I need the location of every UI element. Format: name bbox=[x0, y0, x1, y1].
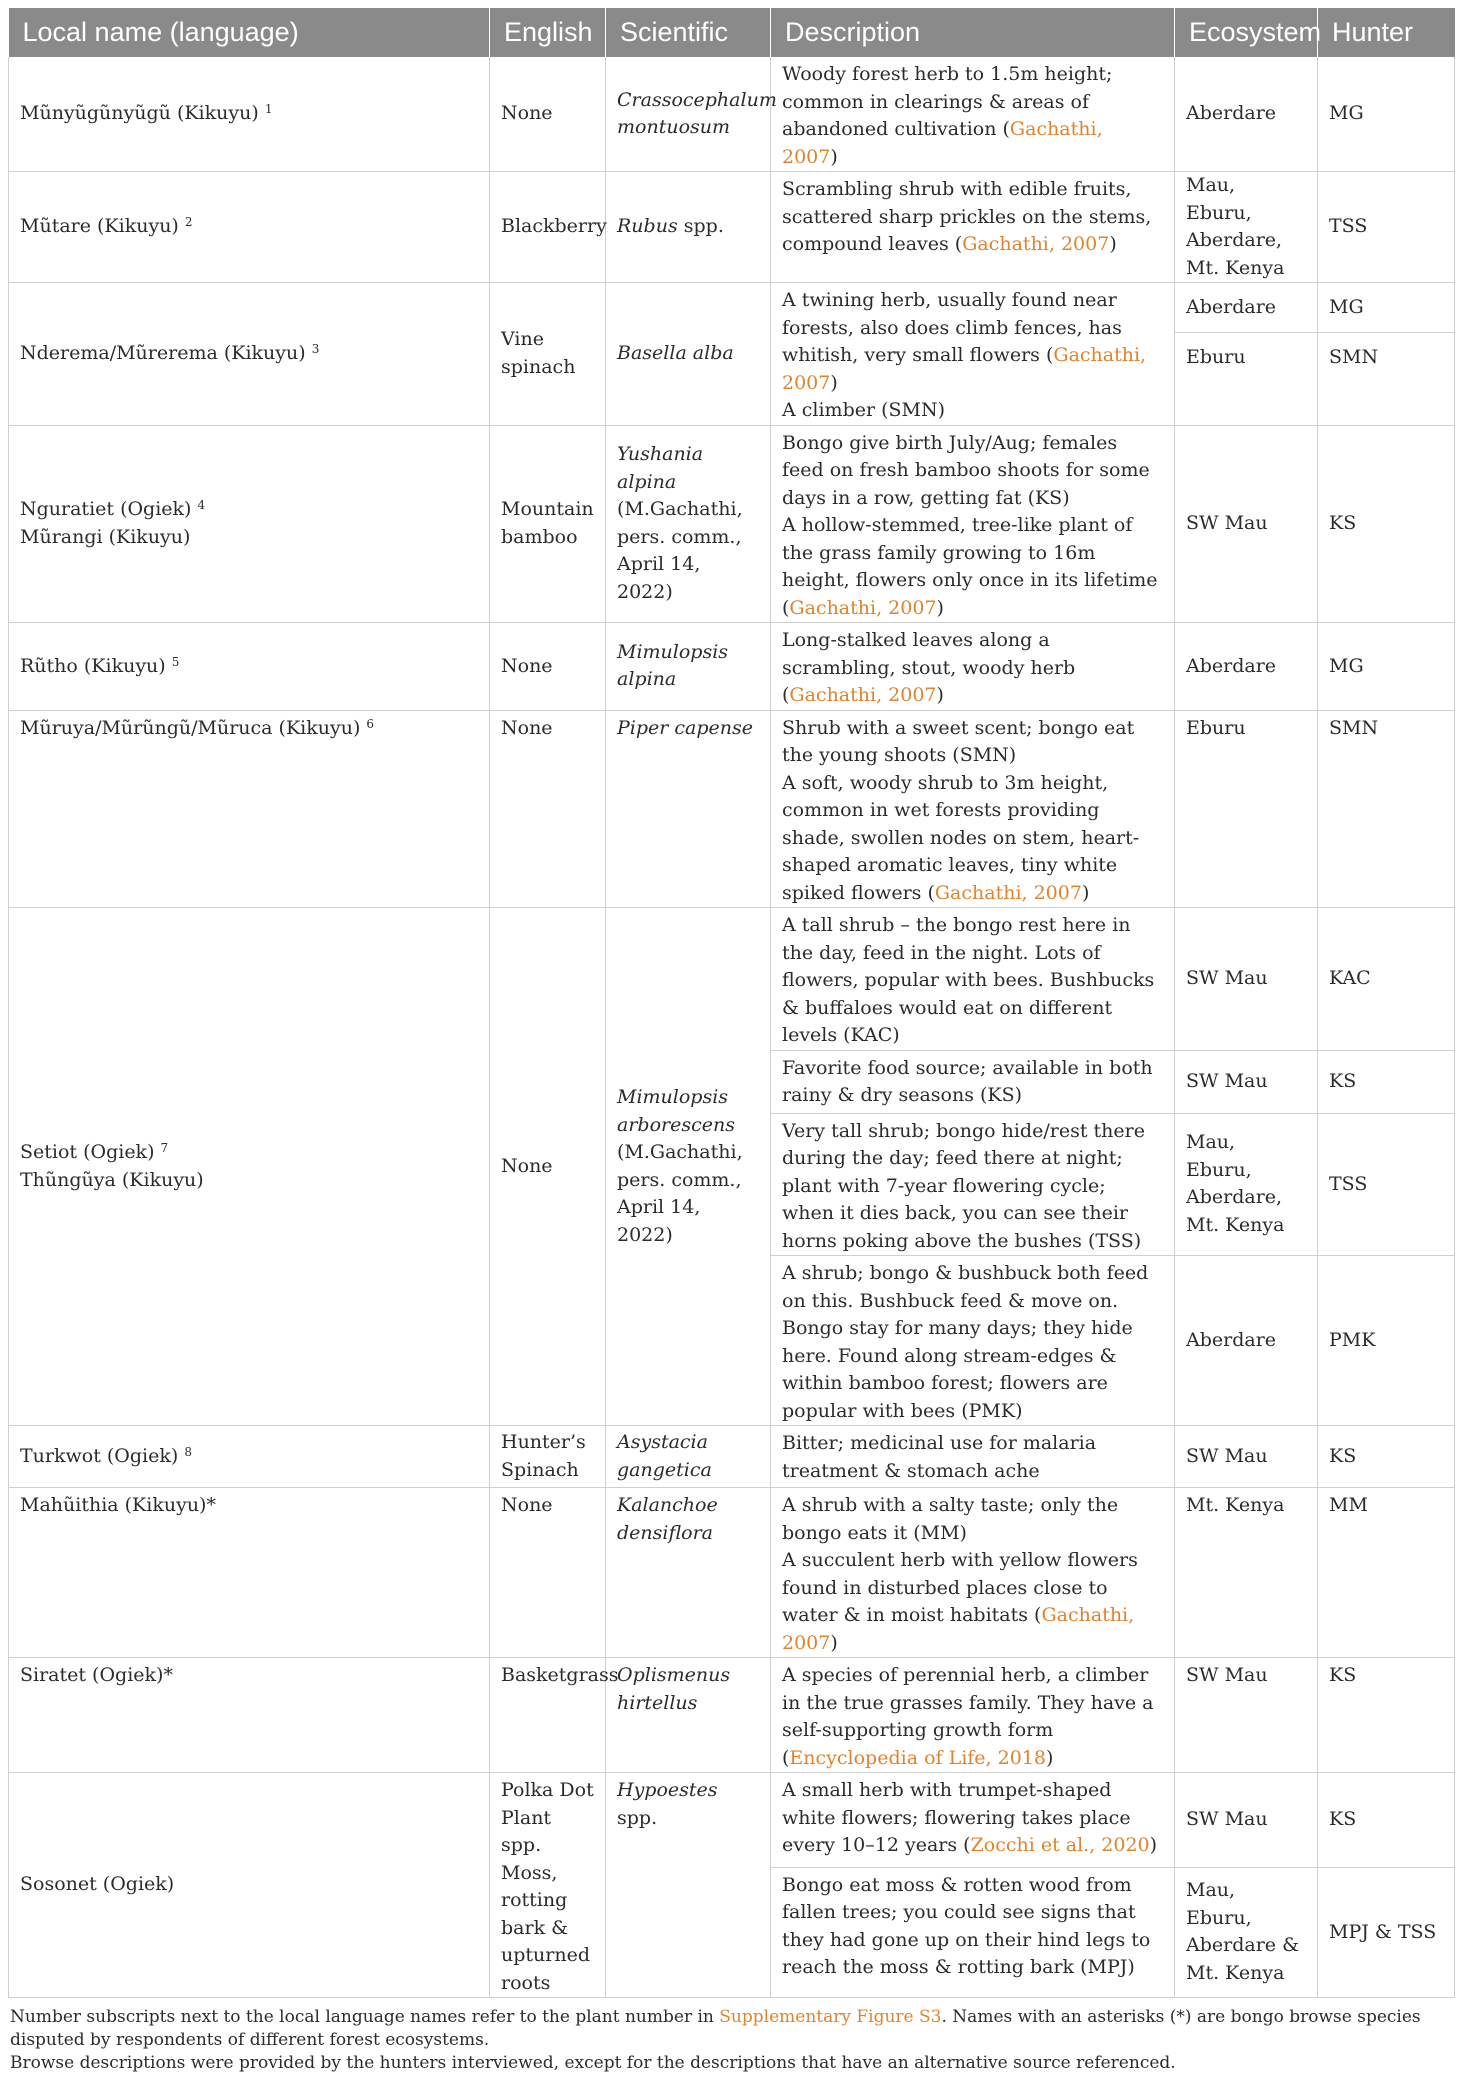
citation-link[interactable]: Supplementary Figure S3 bbox=[719, 2007, 942, 2027]
english-name-cell: Vine spinach bbox=[490, 283, 606, 426]
description-text: A shrub with a salty taste; only the bongo eats it (MM) bbox=[782, 1494, 1119, 1544]
hunter-value: MG bbox=[1318, 283, 1454, 333]
english-name-cell: Basketgrass bbox=[490, 1658, 606, 1773]
plant-number: 7 bbox=[160, 1141, 169, 1155]
scientific-name-cell: Hypoestes spp. bbox=[606, 1773, 771, 1998]
citation-link[interactable]: Gachathi, 2007 bbox=[782, 1604, 1135, 1654]
description-cell bbox=[771, 710, 1175, 908]
local-name-cell bbox=[9, 1658, 490, 1773]
description-cell bbox=[771, 908, 1175, 1051]
description-cell bbox=[771, 425, 1175, 623]
description-text: Favorite food source; available in both rainy & dry seasons (KS) bbox=[782, 1056, 1153, 1106]
ecosystem-cell bbox=[1175, 283, 1318, 426]
description-cell bbox=[771, 623, 1175, 711]
local-name-cell bbox=[9, 1488, 490, 1658]
scientific-note: (M.Gachathi, pers. comm., April 14, 2022) bbox=[617, 498, 743, 603]
description-cell bbox=[771, 1113, 1175, 1256]
plant-number: 2 bbox=[184, 215, 193, 230]
browse-species-table bbox=[8, 8, 1455, 1998]
english-name-cell: None bbox=[490, 1488, 606, 1658]
local-name-cell bbox=[9, 1773, 490, 1998]
column-header: English bbox=[490, 8, 606, 57]
description-cell bbox=[771, 283, 1175, 426]
description-text: A tall shrub – the bongo rest here in the day, feed in the night. Lots of flowers, popular with bees. Bushbucks & buffaloes would eat on different levels (KAC) bbox=[782, 914, 1155, 1046]
plant-number: 1 bbox=[264, 102, 273, 117]
description-text-alt: A hollow-stemmed, tree-like plant of the grass family growing to 16m height, flowers only once in its lifetime (Gachathi, 2007) bbox=[782, 514, 1158, 619]
description-cell bbox=[771, 57, 1175, 172]
ecosystem-cell: SW Mau bbox=[1175, 908, 1318, 1051]
table-row bbox=[9, 908, 1455, 1051]
ecosystem-cell: Mt. Kenya bbox=[1175, 1488, 1318, 1658]
scientific-name: Kalanchoe densiflora bbox=[617, 1494, 718, 1544]
scientific-name-cell bbox=[606, 57, 777, 172]
scientific-name: Oplismenus hirtellus bbox=[617, 1664, 731, 1714]
ecosystem-cell: SW Mau bbox=[1175, 1426, 1318, 1488]
column-header: Description bbox=[771, 8, 1175, 57]
scientific-name-cell bbox=[606, 1658, 771, 1773]
column-header: Ecosystem bbox=[1175, 8, 1318, 57]
scientific-name: Crassocephalum montuosum bbox=[617, 88, 777, 138]
ecosystem-cell: Aberdare bbox=[1175, 57, 1318, 172]
scientific-name: Piper capense bbox=[617, 716, 753, 739]
citation-link[interactable]: Encyclopedia of Life, 2018 bbox=[789, 1746, 1046, 1769]
english-name-alt: Moss, rotting bark & upturned roots bbox=[501, 1861, 590, 1994]
ecosystem-value: Aberdare bbox=[1175, 283, 1317, 333]
local-name: Turkwot (Ogiek) bbox=[20, 1444, 179, 1467]
local-name-cell bbox=[9, 57, 490, 172]
description-text: Bongo eat moss & rotten wood from fallen trees; you could see signs that they had gone up on their hind legs to reach the moss & rotting bark (MPJ) bbox=[782, 1873, 1151, 1979]
local-name-cell bbox=[9, 172, 490, 283]
local-name: Rũtho (Kikuyu) bbox=[20, 654, 166, 677]
scientific-name: Basella alba bbox=[617, 342, 734, 364]
local-name-cell bbox=[9, 623, 490, 711]
english-name-cell: None bbox=[490, 908, 606, 1426]
description-text: Very tall shrub; bongo hide/rest there during the day; feed there at night; plant with 7-year flowering cycle; when it dies back, you can see their horns poking above the bushes (TSS) bbox=[782, 1119, 1145, 1252]
english-name-cell: None bbox=[490, 710, 606, 908]
citation-link[interactable]: Gachathi, 2007 bbox=[934, 881, 1082, 904]
hunter-cell: MM bbox=[1318, 1488, 1455, 1658]
description-cell bbox=[771, 1426, 1175, 1488]
description-text-alt: A climber (SMN) bbox=[782, 399, 946, 421]
table-row bbox=[9, 283, 1455, 426]
table-row bbox=[9, 1658, 1455, 1773]
citation-link[interactable]: Gachathi, 2007 bbox=[782, 118, 1103, 168]
local-name: Mũruya/Mũrũngũ/Mũruca (Kikuyu) bbox=[20, 716, 361, 739]
plant-number: 6 bbox=[366, 716, 375, 731]
scientific-name-cell bbox=[606, 283, 771, 426]
scientific-name-cell bbox=[606, 908, 771, 1426]
english-name: Polka Dot Plant spp. bbox=[501, 1779, 594, 1856]
scientific-name: Asystacia gangetica bbox=[617, 1431, 712, 1481]
plant-number: 4 bbox=[197, 498, 206, 513]
local-name-alt: Thũngũya (Kikuyu) bbox=[20, 1168, 204, 1191]
description-text: Woody forest herb to 1.5m height; common in clearings & areas of abandoned cultivation (Gachathi, 2007) bbox=[782, 63, 1113, 168]
table-row bbox=[9, 1488, 1455, 1658]
description-text: A shrub; bongo & bushbuck both feed on this. Bushbuck feed & move on. Bongo stay for many days; they hide here. Found along stream-edges & within bamboo forest; flowers are popular with bees (PMK) bbox=[782, 1262, 1149, 1422]
local-name: Nderema/Mũrerema (Kikuyu) bbox=[20, 342, 306, 364]
table-row bbox=[9, 172, 1455, 283]
local-name-alt: Mũrangi (Kikuyu) bbox=[20, 525, 191, 548]
description-text: A twining herb, usually found near forests, also does climb fences, has whitish, very small flowers (Gachathi, 2007) bbox=[782, 289, 1147, 394]
column-header: Scientific bbox=[606, 8, 771, 57]
footnote: Number subscripts next to the local language names refer to the plant number in Supplementary Figure S3. Names with an asterisks (*) are bongo browse species disputed by respondents of different forest ecosystems. bbox=[10, 2007, 1421, 2050]
citation-link[interactable]: Gachathi, 2007 bbox=[782, 344, 1147, 394]
scientific-name-cell bbox=[606, 1488, 771, 1658]
citation-link[interactable]: Zocchi et al., 2020 bbox=[970, 1834, 1150, 1856]
hunter-cell: PMK bbox=[1318, 1256, 1455, 1426]
hunter-cell: KAC bbox=[1318, 908, 1455, 1051]
hunter-cell: KS bbox=[1318, 1050, 1455, 1113]
hunter-cell: KS bbox=[1318, 1773, 1455, 1868]
hunter-value: SMN bbox=[1329, 345, 1379, 368]
description-text-alt: A soft, woody shrub to 3m height, common in wet forests providing shade, swollen nodes on stem, heart-shaped aromatic leaves, tiny white spiked flowers (Gachathi, 2007) bbox=[782, 771, 1140, 904]
description-cell bbox=[771, 172, 1175, 283]
scientific-name: Hypoestes bbox=[617, 1779, 718, 1801]
description-text: A small herb with trumpet-shaped white flowers; flowering takes place every 10–12 years (Zocchi et al., 2020) bbox=[782, 1779, 1158, 1856]
table-container bbox=[8, 8, 1454, 2075]
english-name-cell bbox=[490, 1773, 606, 1998]
citation-link[interactable]: Gachathi, 2007 bbox=[789, 684, 937, 706]
local-name: Mahũithia (Kikuyu)* bbox=[20, 1494, 216, 1516]
plant-number: 3 bbox=[311, 342, 320, 356]
table-row bbox=[9, 623, 1455, 711]
table-row bbox=[9, 425, 1455, 623]
ecosystem-cell: Aberdare bbox=[1175, 623, 1318, 711]
local-name: Siratet (Ogiek)* bbox=[20, 1664, 173, 1686]
scientific-name-cell bbox=[606, 425, 771, 623]
description-text-alt: A succulent herb with yellow flowers found in disturbed places close to water & in moist habitats (Gachathi, 2007) bbox=[782, 1549, 1138, 1654]
header-row bbox=[9, 8, 1455, 57]
local-name-cell bbox=[9, 908, 490, 1426]
description-text: Bitter; medicinal use for malaria treatment & stomach ache bbox=[782, 1432, 1097, 1482]
local-name: Mũnyũgũnyũgũ (Kikuyu) bbox=[20, 102, 259, 125]
plant-number: 8 bbox=[184, 1444, 192, 1459]
english-name-cell: Mountain bamboo bbox=[490, 425, 606, 623]
local-name-cell bbox=[9, 425, 490, 623]
english-name-cell: None bbox=[490, 57, 606, 172]
scientific-note: (M.Gachathi, pers. comm., April 14, 2022) bbox=[617, 1141, 743, 1246]
description-text: Long-stalked leaves along a scrambling, stout, woody herb (Gachathi, 2007) bbox=[782, 629, 1076, 706]
local-name: Mũtare (Kikuyu) bbox=[20, 215, 179, 238]
local-name: Setiot (Ogiek) bbox=[20, 1141, 155, 1163]
footnote: Browse descriptions were provided by the hunters interviewed, except for the descriptions that have an alternative source referenced. bbox=[10, 2053, 1176, 2073]
scientific-name: Mimulopsis arborescens bbox=[617, 1086, 735, 1136]
ecosystem-value: Eburu bbox=[1186, 345, 1246, 368]
english-name-cell: Blackberry bbox=[490, 172, 606, 283]
description-cell bbox=[771, 1050, 1175, 1113]
hunter-cell: MG bbox=[1318, 623, 1455, 711]
english-name-cell: None bbox=[490, 623, 606, 711]
ecosystem-cell: SW Mau bbox=[1175, 1658, 1318, 1773]
hunter-cell: SMN bbox=[1318, 710, 1455, 908]
scientific-name: Mimulopsis alpina bbox=[617, 640, 729, 691]
description-text: Bongo give birth July/Aug; females feed on fresh bamboo shoots for some days in a row, getting fat (KS) bbox=[782, 431, 1150, 509]
description-text: A species of perennial herb, a climber in the true grasses family. They have a self-supporting growth form (Encyclopedia of Life, 2018) bbox=[782, 1664, 1154, 1769]
ecosystem-cell: Mau, Eburu, Aberdare & Mt. Kenya bbox=[1175, 1867, 1318, 1997]
table-row bbox=[9, 1773, 1455, 1868]
hunter-cell: MG bbox=[1318, 57, 1455, 172]
local-name-cell bbox=[9, 283, 490, 426]
ecosystem-cell: Mau, Eburu, Aberdare, Mt. Kenya bbox=[1175, 172, 1318, 283]
local-name-cell bbox=[9, 1426, 490, 1488]
local-name: Sosonet (Ogiek) bbox=[20, 1873, 175, 1896]
plant-number: 5 bbox=[171, 654, 180, 669]
ecosystem-cell: SW Mau bbox=[1175, 425, 1318, 623]
hunter-cell bbox=[1318, 283, 1455, 426]
hunter-cell: KS bbox=[1318, 1658, 1455, 1773]
english-name-cell: Hunter’s Spinach bbox=[490, 1426, 606, 1488]
description-cell bbox=[771, 1867, 1175, 1997]
table-row bbox=[9, 710, 1455, 908]
hunter-cell: MPJ & TSS bbox=[1318, 1867, 1455, 1997]
citation-link[interactable]: Gachathi, 2007 bbox=[962, 233, 1110, 255]
table-footnotes bbox=[8, 2006, 1454, 2075]
ecosystem-cell: Eburu bbox=[1175, 710, 1318, 908]
ecosystem-cell: SW Mau bbox=[1175, 1050, 1318, 1113]
description-text: Scrambling shrub with edible fruits, scattered sharp prickles on the stems, compound leaves (Gachathi, 2007) bbox=[782, 178, 1152, 255]
ecosystem-cell: Aberdare bbox=[1175, 1256, 1318, 1426]
description-text: Shrub with a sweet scent; bongo eat the young shoots (SMN) bbox=[782, 716, 1135, 766]
scientific-name-cell bbox=[606, 623, 771, 711]
scientific-name-cell bbox=[606, 710, 771, 908]
local-name: Nguratiet (Ogiek) bbox=[20, 498, 192, 521]
column-header: Local name (language) bbox=[9, 8, 490, 57]
scientific-name: Yushania alpina bbox=[617, 443, 704, 493]
hunter-cell: TSS bbox=[1318, 172, 1455, 283]
description-cell bbox=[771, 1773, 1175, 1868]
hunter-cell: KS bbox=[1318, 425, 1455, 623]
ecosystem-cell: SW Mau bbox=[1175, 1773, 1318, 1868]
description-cell bbox=[771, 1488, 1175, 1658]
hunter-cell: KS bbox=[1318, 1426, 1455, 1488]
table-row bbox=[9, 57, 1455, 172]
description-cell bbox=[771, 1658, 1175, 1773]
table-row bbox=[9, 1426, 1455, 1488]
citation-link[interactable]: Gachathi, 2007 bbox=[789, 596, 937, 619]
scientific-name-cell bbox=[606, 1426, 771, 1488]
scientific-name: Rubus bbox=[617, 215, 678, 238]
column-header: Hunter bbox=[1318, 8, 1455, 57]
ecosystem-cell: Mau, Eburu, Aberdare, Mt. Kenya bbox=[1175, 1113, 1318, 1256]
description-cell bbox=[771, 1256, 1175, 1426]
scientific-name-cell: Rubus spp. bbox=[606, 172, 771, 283]
local-name-cell bbox=[9, 710, 490, 908]
hunter-cell: TSS bbox=[1318, 1113, 1455, 1256]
